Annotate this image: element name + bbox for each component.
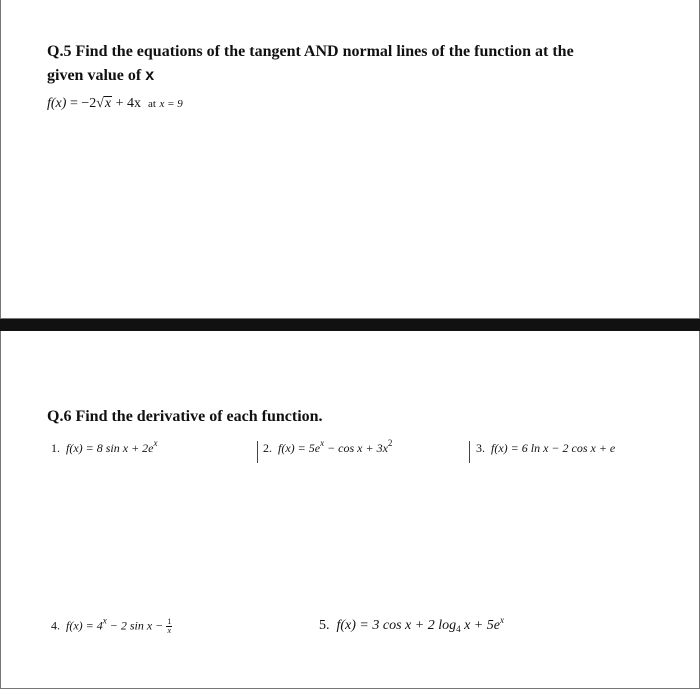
- q6-item-2-number: 2.: [263, 441, 272, 455]
- q6-item-5-log-base: 4: [456, 624, 461, 634]
- q6-item-4-expression-b: − 2 sin x −: [106, 618, 164, 633]
- q6-title: Q.6 Find the derivative of each function.: [47, 408, 323, 425]
- section-divider: [0, 319, 700, 331]
- q6-item-4-frac-num: 1: [167, 617, 172, 626]
- q5-title-line2: given value of: [47, 67, 146, 84]
- column-divider: [469, 441, 470, 463]
- q6-item-1-exponent: x: [153, 438, 158, 448]
- q6-item-1-expression: f(x) = 8 sin x + 2e: [66, 441, 154, 455]
- question-6-panel: [0, 331, 700, 689]
- q5-function-rhs-post: + 4x: [112, 96, 142, 111]
- question-5-panel: [0, 0, 700, 319]
- q5-function: [47, 96, 183, 112]
- q6-item-2-exponent: x: [320, 438, 325, 448]
- q6-item-4: [51, 615, 172, 635]
- q5-function-lhs: f(x): [47, 96, 67, 111]
- q6-item-2-exponent-2: 2: [387, 438, 393, 448]
- q6-item-5-expression-a: f(x) = 3 cos x + 2 log: [336, 618, 457, 633]
- q6-item-5-exponent: x: [499, 615, 504, 625]
- q6-item-4-number: 4.: [51, 618, 60, 633]
- q5-at-value: x = 9: [159, 98, 183, 110]
- q5-title: [47, 40, 574, 88]
- q6-item-4-expression-a: f(x) = 4: [66, 618, 103, 633]
- q6-item-5-number: 5.: [319, 618, 330, 633]
- q6-item-4-fraction: [166, 618, 172, 635]
- q6-item-1-number: 1.: [51, 441, 60, 455]
- q6-item-5-expression-b: x + 5e: [460, 618, 500, 633]
- q6-item-3-expression: f(x) = 6 ln x − 2 cos x + e: [491, 441, 616, 455]
- q5-at-label: at: [148, 98, 156, 110]
- q6-item-2: [263, 438, 393, 456]
- q6-item-3-number: 3.: [476, 441, 485, 455]
- q6-item-1: [51, 438, 158, 456]
- q5-title-line1: Q.5 Find the equations of the tangent AND normal lines of the function at the: [47, 43, 574, 60]
- q6-item-2-expression-b: − cos x + 3x: [324, 441, 388, 455]
- q5-radicand: x: [104, 96, 112, 111]
- column-divider: [257, 441, 258, 463]
- q6-item-3: [476, 441, 615, 456]
- q6-item-4-frac-den: x: [167, 626, 172, 635]
- q5-function-rhs-pre: = −2: [66, 96, 97, 111]
- q5-title-variable: x: [145, 67, 155, 84]
- q6-item-5: [319, 615, 504, 634]
- q6-item-4-exponent: x: [102, 615, 107, 626]
- q6-item-2-expression-a: f(x) = 5e: [278, 441, 321, 455]
- sqrt-icon: √: [96, 96, 104, 111]
